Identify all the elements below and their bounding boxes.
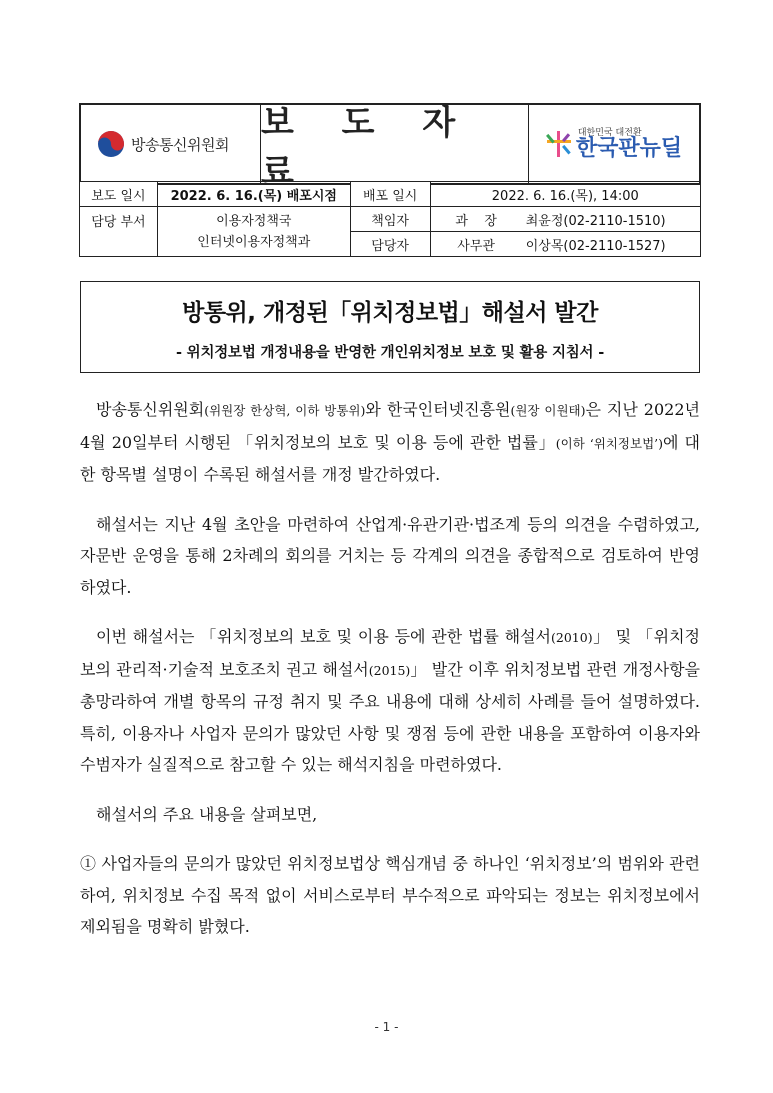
dept-line-2: 인터넷이용자정책과 xyxy=(197,234,311,250)
headline-box xyxy=(80,281,700,373)
org-logo-cell xyxy=(81,105,261,183)
doc-type-cell xyxy=(261,103,529,192)
org-name: 방송통신위원회 xyxy=(131,135,229,154)
press-release-header xyxy=(79,103,701,192)
newdeal-logo xyxy=(546,129,682,160)
contact-title: 사무관 xyxy=(430,232,522,257)
p3-text-2: 」 및 「위치정보의 관리적·기술적 보호조치 권고 해설서 xyxy=(80,627,700,679)
newdeal-logo-cell xyxy=(529,105,699,183)
p1-org-2: 와 한국인터넷진흥원 xyxy=(365,400,511,419)
page-number: - 1 - xyxy=(374,1020,399,1034)
article-body xyxy=(80,394,700,943)
p1-org: 방송통신위원회 xyxy=(96,400,205,419)
list-item-1: ① 사업자들의 문의가 많았던 위치정보법상 핵심개념 중 하나인 ‘위치정보’의 범위와 관련하여, 위치정보 수집 목적 없이 서비스로부터 부수적으로 파악되는 정보는 위치정보에서 제외됨을 명확히 밝혔다. xyxy=(80,854,700,936)
dept-label: 담당 부서 xyxy=(80,207,158,257)
paragraph-1 xyxy=(80,394,700,491)
dist-date-label: 배포 일시 xyxy=(350,182,430,207)
p1-note-1: (위원장 한상혁, 이하 방통위) xyxy=(204,403,366,418)
contact-name: 이상목(02-2110-1527) xyxy=(522,232,701,257)
p1-text-2: 에 대한 항목별 설명이 수록된 해설서를 개정 발간하였다. xyxy=(80,432,700,484)
paragraph-3 xyxy=(80,621,700,781)
paragraph-4: 해설서의 주요 내용을 살펴보면, xyxy=(96,804,318,824)
p1-note-2: (원장 이원태) xyxy=(510,403,586,418)
p1-text: 은 지난 2022년 4월 20일부터 시행된 「위치정보의 보호 및 이용 등에 관한 법률」 xyxy=(80,400,700,452)
report-date-label: 보도 일시 xyxy=(80,182,158,207)
taegeuk-icon xyxy=(97,130,125,158)
report-date-value: 2022. 6. 16.(목) 배포시점 xyxy=(157,182,350,207)
doc-type-title: 보 도 자 료 xyxy=(261,103,474,192)
paragraph-2: 해설서는 지난 4월 초안을 마련하여 산업계·유관기관·법조계 등의 의견을 수렴하였고, 자문반 운영을 통해 2차례의 회의를 거치는 등 각계의 의견을 종합적으로 검토하여 반영하였다. xyxy=(80,514,700,597)
subheadline: - 위치정보법 개정내용을 반영한 개인위치정보 보호 및 활용 지침서 - xyxy=(175,345,605,361)
p3-year-2: (2015) xyxy=(368,662,411,678)
kcc-logo xyxy=(97,130,229,158)
dist-date-value: 2022. 6. 16.(목), 14:00 xyxy=(430,182,700,207)
p1-note-3: (이하 ‘위치정보법’) xyxy=(555,435,663,451)
headline: 방통위, 개정된「위치정보법」해설서 발간 xyxy=(182,300,598,326)
p3-year-1: (2010) xyxy=(551,630,593,645)
dept-line-1: 이용자정책국 xyxy=(216,213,292,229)
newdeal-name: 한국판뉴딜 xyxy=(575,135,683,161)
p3-text-1: 이번 해설서는 「위치정보의 보호 및 이용 등에 관한 법률 해설서 xyxy=(96,627,551,646)
newdeal-spark-icon xyxy=(546,129,572,159)
manager-title: 과 장 xyxy=(430,207,522,232)
newdeal-tagline: 대한민국 대전환 xyxy=(577,127,642,138)
manager-name: 최윤정(02-2110-1510) xyxy=(522,207,701,232)
contact-label: 담당자 xyxy=(350,232,430,257)
release-info-table xyxy=(79,181,701,257)
dept-value xyxy=(157,207,350,257)
manager-label: 책임자 xyxy=(350,207,430,232)
p3-text-3: 」 발간 이후 위치정보법 관련 개정사항을 총망라하여 개별 항목의 규정 취지 및 주요 내용에 대해 상세히 사례를 들어 설명하였다. 특히, 이용자나 사업자 문의가 많았던 사항 및 쟁점 등에 관한 내용을 포함하여 이용자와 수범자가 실질적으로 참고할 수 있는 해석지침을 마련하였다. xyxy=(80,659,700,774)
